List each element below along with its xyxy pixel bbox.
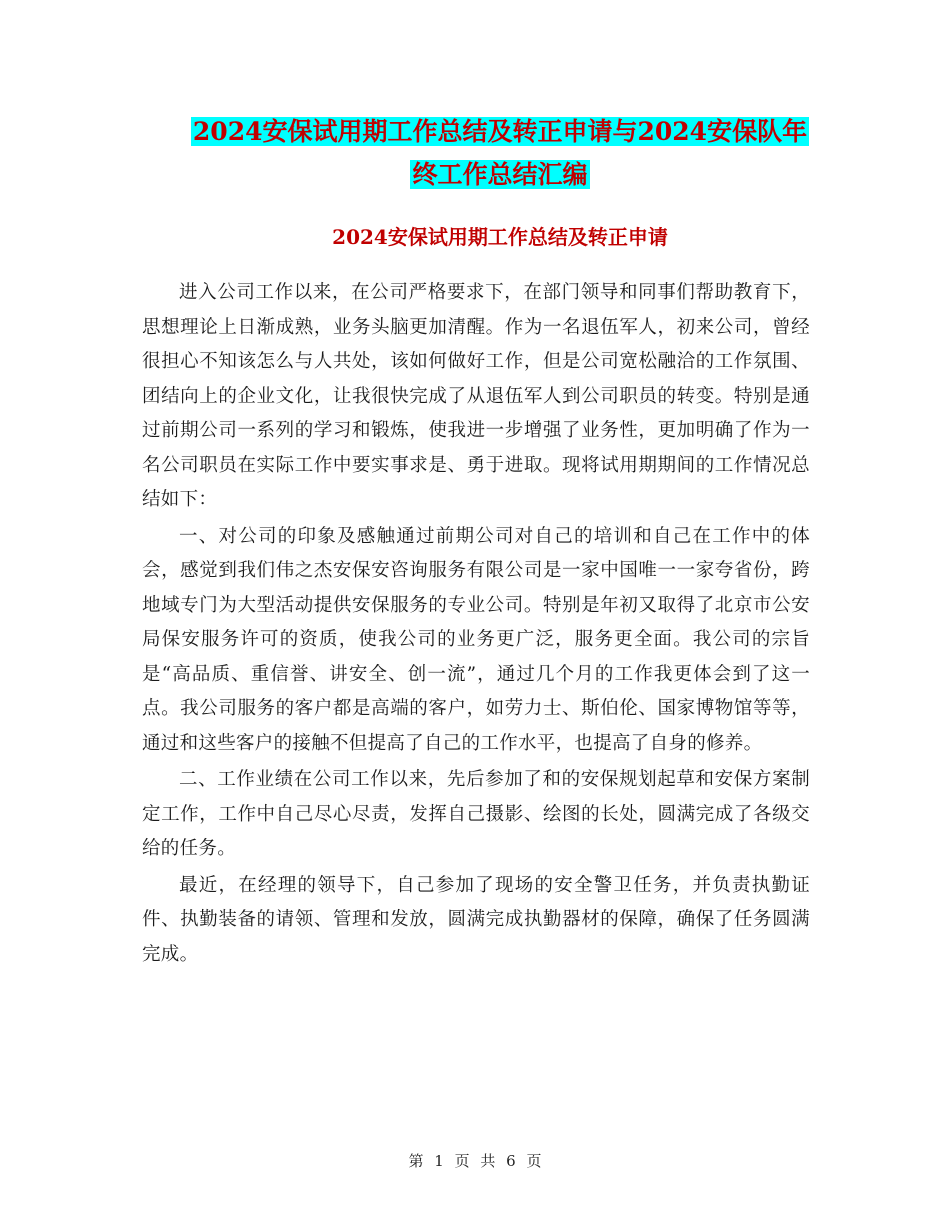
paragraph-achievements: 二、工作业绩在公司工作以来，先后参加了和的安保规划起草和安保方案制定工作，工作中自己尽心尽责，发挥自己摄影、绘图的长处，圆满完成了各级交给的任务。 [142,769,810,859]
paragraph-intro: 进入公司工作以来，在公司严格要求下，在部门领导和同事们帮助教育下，思想理论上日渐成熟，业务头脑更加清醒。作为一名退伍军人，初来公司，曾经很担心不知该怎么与人共处，该如何做好工作，但是公司宽松融洽的工作氛围、团结向上的企业文化，让我很快完成了从退伍军人到公司职员的转变。特别是通过前期公司一系列的学习和锻炼，使我进一步增强了业务性，更加明确了作为一名公司职员在实际工作中要实事求是、勇于进取。现将试用期期间的工作情况总结如下： [142,282,810,510]
section-heading: 2024安保试用期工作总结及转正申请 [332,225,668,249]
page-footer: 第 1 页 共 6 页 [408,1152,542,1170]
title-line-1: 2024安保试用期工作总结及转正申请与2024安保队年 [192,117,808,146]
document-body [142,276,810,974]
paragraph-impression: 一、对公司的印象及感触通过前期公司对自己的培训和自己在工作中的体会，感觉到我们伟之杰安保安咨询服务有限公司是一家中国唯一一家夸省份，跨地域专门为大型活动提供安保服务的专业公司。特别是年初又取得了北京市公安局保安服务许可的资质，使我公司的业务更广泛，服务更全面。我公司的宗旨是“高品质、重信誉、讲安全、创一流”，通过几个月的工作我更体会到了这一点。我公司服务的客户都是高端的客户，如劳力士、斯伯伦、国家博物馆等等，通过和这些客户的接触不但提高了自己的工作水平，也提高了自身的修养。 [142,525,810,754]
document-title [140,110,860,196]
title-line-2: 终工作总结汇编 [412,160,588,189]
paragraph-recent: 最近，在经理的领导下，自己参加了现场的安全警卫任务，并负责执勤证件、执勤装备的请领、管理和发放，圆满完成执勤器材的保障，确保了任务圆满完成。 [142,874,810,965]
